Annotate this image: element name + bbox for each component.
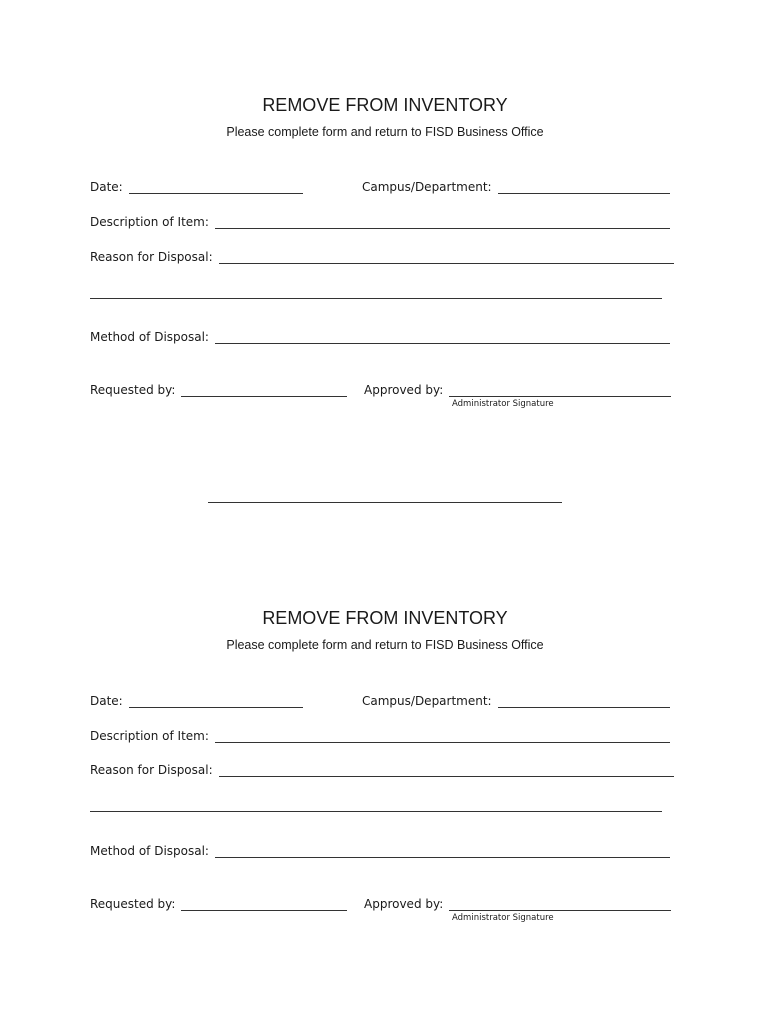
description-label: Description of Item: [90,729,209,743]
campus-field[interactable] [498,181,670,194]
description-field[interactable] [215,216,670,229]
requested-field[interactable] [181,898,347,911]
signature-note: Administrator Signature [452,913,554,923]
signature-note: Administrator Signature [452,399,554,409]
method-label: Method of Disposal: [90,330,209,344]
approved-signature-field[interactable] [449,384,671,397]
date-field[interactable] [129,181,303,194]
method-label: Method of Disposal: [90,844,209,858]
campus-row [362,694,670,708]
reason-continuation-row [90,286,662,299]
date-label: Date: [90,694,123,708]
form-title: REMOVE FROM INVENTORY [262,95,508,115]
date-row [90,694,303,708]
reason-continuation-row [90,799,662,812]
reason-continuation-field[interactable] [90,286,662,299]
separator-line [208,502,562,503]
campus-row [362,180,670,194]
approved-signature-field[interactable] [449,898,671,911]
reason-row [90,250,674,264]
method-row [90,844,670,858]
approved-row [364,897,671,911]
description-field[interactable] [215,730,670,743]
campus-field[interactable] [498,695,670,708]
method-field[interactable] [215,331,670,344]
campus-label: Campus/Department: [362,180,492,194]
description-label: Description of Item: [90,215,209,229]
date-field[interactable] [129,695,303,708]
form-subtitle: Please complete form and return to FISD Business Office [226,125,544,139]
requested-field[interactable] [181,384,347,397]
method-field[interactable] [215,845,670,858]
form-title: REMOVE FROM INVENTORY [262,608,508,628]
reason-label: Reason for Disposal: [90,763,213,777]
approved-label: Approved by: [364,383,444,397]
reason-continuation-field[interactable] [90,799,662,812]
reason-label: Reason for Disposal: [90,250,213,264]
inventory-form-1 [0,95,770,425]
requested-label: Requested by: [90,897,176,911]
date-row [90,180,303,194]
approved-row [364,383,671,397]
reason-field[interactable] [219,251,674,264]
form-subtitle: Please complete form and return to FISD Business Office [226,638,544,652]
reason-field[interactable] [219,764,674,777]
inventory-form-2 [0,608,770,938]
approved-label: Approved by: [364,897,444,911]
method-row [90,330,670,344]
date-label: Date: [90,180,123,194]
reason-row [90,763,674,777]
requested-row [90,897,347,911]
description-row [90,729,670,743]
campus-label: Campus/Department: [362,694,492,708]
description-row [90,215,670,229]
requested-label: Requested by: [90,383,176,397]
requested-row [90,383,347,397]
